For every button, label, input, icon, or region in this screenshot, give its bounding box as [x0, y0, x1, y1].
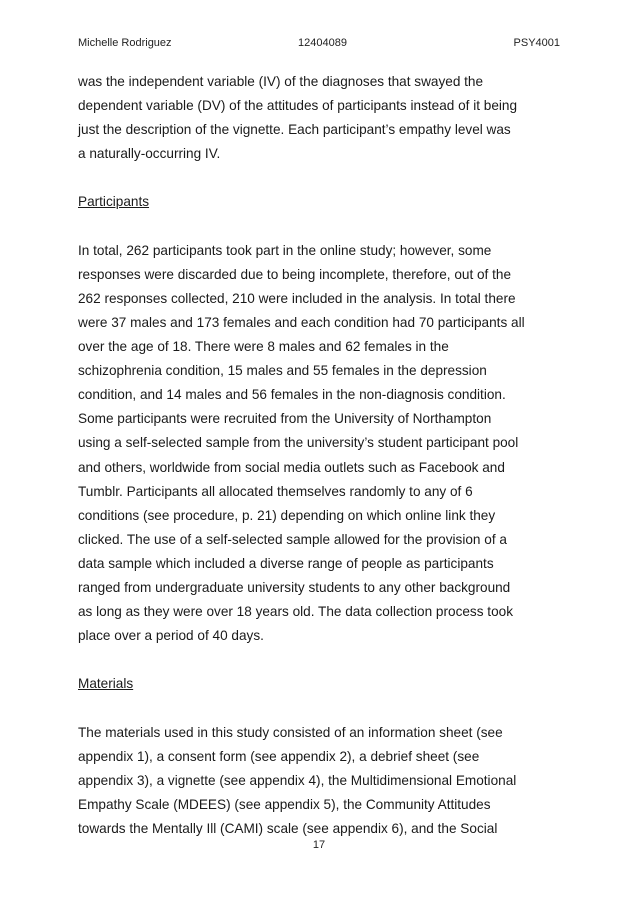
text-line: clicked. The use of a self-selected sample allowed for the provision of a: [78, 531, 507, 547]
text-line: The materials used in this study consisted of an information sheet (see: [78, 724, 503, 740]
header-student-id: 12404089: [298, 37, 347, 49]
header-course-code: PSY4001: [513, 37, 560, 49]
page-number: 17: [312, 839, 326, 851]
header-author-name: Michelle Rodriguez: [78, 37, 172, 49]
text-line: a naturally-occurring IV.: [78, 146, 221, 162]
text-line: Tumblr. Participants all allocated themselves randomly to any of 6: [78, 483, 473, 499]
text-line: schizophrenia condition, 15 males and 55 females in the depression: [78, 363, 487, 379]
text-line: appendix 3), a vignette (see appendix 4), the Multidimensional Emotional: [78, 772, 517, 788]
text-line: appendix 1), a consent form (see appendix 2), a debrief sheet (see: [78, 748, 480, 764]
text-line: conditions (see procedure, p. 21) depending on which online link they: [78, 507, 496, 523]
text-line: using a self-selected sample from the university’s student participant pool: [78, 435, 519, 451]
participants-heading: Participants: [78, 194, 150, 210]
text-line: place over a period of 40 days.: [78, 628, 264, 644]
text-line: ranged from undergraduate university students to any other background: [78, 579, 511, 595]
text-line: and others, worldwide from social media outlets such as Facebook and: [78, 459, 505, 475]
page-header: [78, 37, 560, 53]
materials-heading: Materials: [78, 676, 134, 692]
text-line: Empathy Scale (MDEES) (see appendix 5), the Community Attitudes: [78, 796, 491, 812]
text-line: was the independent variable (IV) of the diagnoses that swayed the: [78, 74, 484, 89]
text-line: as long as they were over 18 years old. The data collection process took: [78, 604, 513, 620]
materials-paragraph: [78, 721, 568, 841]
text-line: condition, and 14 males and 56 females in the non-diagnosis condition.: [78, 387, 506, 403]
text-line: responses were discarded due to being incomplete, therefore, out of the: [78, 266, 512, 282]
intro-paragraph: [78, 70, 568, 166]
text-line: were 37 males and 173 females and each condition had 70 participants all: [78, 314, 525, 330]
participants-paragraph: [78, 239, 568, 649]
text-line: Some participants were recruited from the University of Northampton: [78, 411, 492, 427]
text-line: dependent variable (DV) of the attitudes of participants instead of it being: [78, 98, 518, 114]
text-line: over the age of 18. There were 8 males and 62 females in the: [78, 339, 449, 355]
text-line: data sample which included a diverse range of people as participants: [78, 555, 494, 571]
text-line: 262 responses collected, 210 were included in the analysis. In total there: [78, 290, 516, 306]
document-body: [78, 70, 568, 841]
text-line: just the description of the vignette. Each participant’s empathy level was: [78, 122, 511, 138]
text-line: In total, 262 participants took part in the online study; however, some: [78, 242, 492, 258]
text-line: towards the Mentally Ill (CAMI) scale (see appendix 6), and the Social: [78, 820, 498, 836]
